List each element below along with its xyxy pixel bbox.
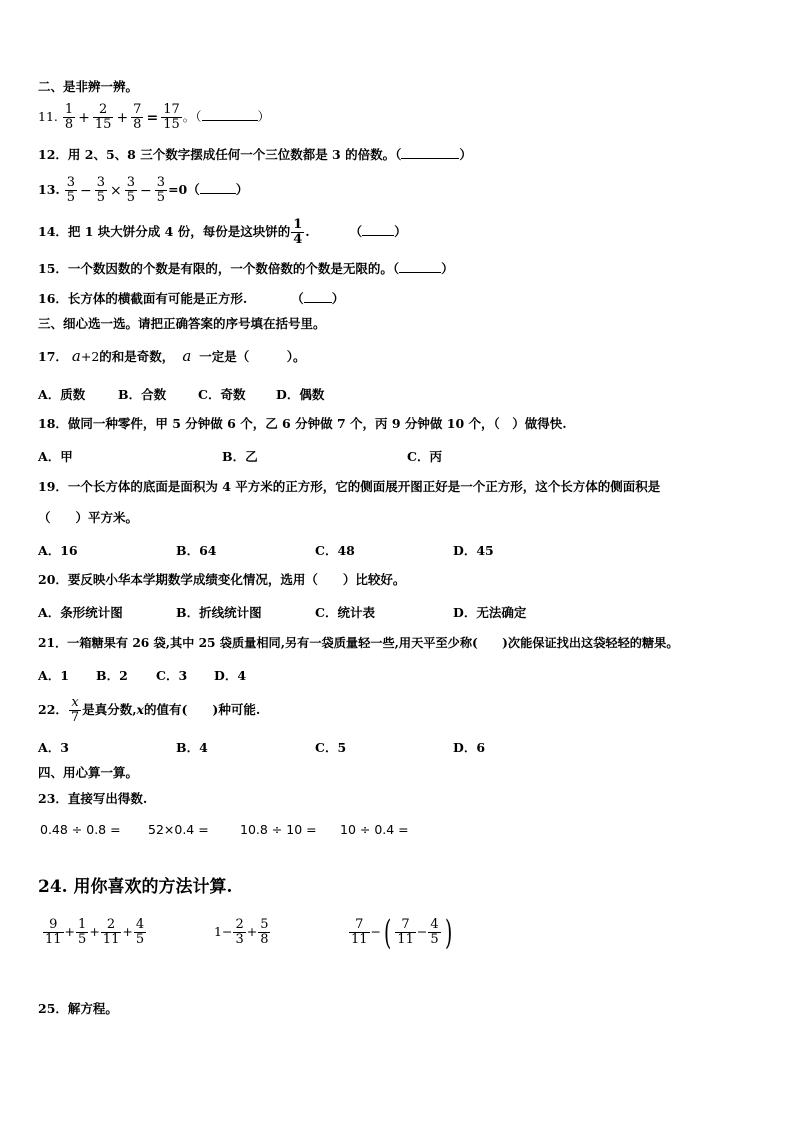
fraction: $\frac{7}{8}$: [133, 102, 142, 132]
fraction: $\frac{1}{4}$: [293, 217, 303, 247]
fraction: $\frac{3}{5}$: [156, 175, 166, 205]
answer-blank[interactable]: [202, 108, 258, 121]
question-16: 16．长方体的横截面有可能是正方形. （ ）: [38, 291, 345, 306]
question-25: 25．解方程。: [38, 1001, 118, 1016]
option-c[interactable]: C．统计表: [315, 605, 375, 620]
option-a[interactable]: A．条形统计图: [38, 605, 123, 620]
question-17: 17． a+2的和是奇数， a 一定是（ ）。: [38, 347, 306, 365]
fraction: $\frac{2}{3}$: [235, 917, 244, 947]
answer-blank[interactable]: [304, 290, 332, 303]
calc-item: 10 ÷ 0.4 =: [340, 822, 409, 837]
option-c[interactable]: C．5: [315, 740, 347, 755]
fraction: $\frac{2}{15}$: [94, 102, 112, 132]
question-13: 13. $\frac{3}{5}$ − $\frac{3}{5}$ × $\frac{3}{5}$ − $\frac{3}{5}$ =0（ ）: [38, 175, 249, 205]
fraction: $\frac{4}{5}$: [430, 917, 439, 947]
section-2-title: 二、是非辨一辨。: [38, 79, 139, 94]
calc-item: 0.48 ÷ 0.8 =: [40, 822, 121, 837]
option-d[interactable]: D．偶数: [276, 387, 325, 402]
option-c[interactable]: C．奇数: [198, 387, 246, 402]
question-11: 11. $\frac{1}{8}$ + $\frac{2}{15}$ + $\frac{7}{8}$ = $\frac{17}{15}$ 。（ ）: [38, 102, 271, 132]
fraction: $\frac{9}{11}$: [45, 917, 62, 947]
answer-blank[interactable]: [362, 223, 394, 236]
fraction: $\frac{1}{8}$: [64, 102, 74, 132]
question-24-title: 24. 用你喜欢的方法计算.: [38, 877, 233, 897]
question-23: 23．直接写出得数.: [38, 791, 148, 806]
fraction: $\frac{1}{5}$: [78, 917, 87, 947]
section-3-title: 三、细心选一选。请把正确答案的序号填在括号里。: [38, 316, 326, 331]
option-b[interactable]: B．4: [176, 740, 208, 755]
fraction: $\frac{3}{5}$: [126, 175, 136, 205]
answer-blank[interactable]: [399, 260, 441, 273]
fraction: $\frac{4}{5}$: [135, 917, 145, 947]
option-d[interactable]: D．45: [453, 543, 494, 558]
question-14: 14．把 1 块大饼分成 4 份，每份是这块饼的 $\frac{1}{4}$ . （ ）: [38, 217, 407, 247]
fraction: $\frac{7}{11}$: [397, 917, 414, 947]
question-18: 18．做同一种零件，甲 5 分钟做 6 个，乙 6 分钟做 7 个，丙 9 分钟做 10 个，（ ）做得快.: [38, 416, 567, 431]
option-c[interactable]: C．48: [315, 543, 355, 558]
question-21: 21．一箱糖果有 26 袋,其中 25 袋质量相同,另有一袋质量轻一些,用天平至少称( )次能保证找出这袋轻轻的糖果。: [38, 636, 679, 650]
question-22: 22． $\frac{x}{7}$ 是真分数,x的值有( )种可能.: [38, 695, 261, 725]
fraction: $\frac{17}{15}$: [163, 102, 180, 132]
answer-blank[interactable]: [200, 181, 236, 194]
expression-1: $\frac{9}{11}$ + $\frac{1}{5}$ + $\frac{2}{11}$ + $\frac{4}{5}$: [45, 917, 145, 947]
answer-blank[interactable]: [401, 146, 459, 159]
question-12: 12．用 2、5、8 三个数字摆成任何一个三位数都是 3 的倍数。（ ）: [38, 147, 472, 162]
option-c[interactable]: C．3: [156, 668, 188, 683]
question-15: 15．一个数因数的个数是有限的，一个数倍数的个数是无限的。（ ）: [38, 261, 454, 276]
fraction: $\frac{3}{5}$: [96, 175, 106, 205]
option-a[interactable]: A．1: [38, 668, 69, 683]
question-20: 20．要反映小华本学期数学成绩变化情况，选用（ ）比较好。: [38, 572, 406, 587]
option-b[interactable]: B．乙: [222, 449, 258, 464]
option-d[interactable]: D．6: [453, 740, 486, 755]
option-b[interactable]: B．64: [176, 543, 217, 558]
question-19-line1: 19．一个长方体的底面是面积为 4 平方米的正方形，它的侧面展开图正好是一个正方形，这个长方体的侧面积是: [38, 479, 661, 494]
option-d[interactable]: D．无法确定: [453, 605, 527, 620]
question-19-line2: （ ）平方米。: [38, 510, 139, 525]
fraction: $\frac{5}{8}$: [260, 917, 269, 947]
option-a[interactable]: A．质数: [38, 387, 86, 402]
section-4-title: 四、用心算一算。: [38, 765, 139, 780]
expression-3: $\frac{7}{11}$ −( $\frac{7}{11}$ − $\frac{4}{5}$ ): [351, 912, 452, 953]
fraction: $\frac{3}{5}$: [66, 175, 76, 205]
fraction: $\frac{2}{11}$: [102, 917, 120, 947]
option-b[interactable]: B．折线统计图: [176, 605, 262, 620]
option-c[interactable]: C．丙: [407, 449, 442, 464]
fraction: $\frac{x}{7}$: [70, 695, 80, 725]
option-b[interactable]: B．2: [96, 668, 128, 683]
option-a[interactable]: A．16: [38, 543, 78, 558]
option-a[interactable]: A．3: [38, 740, 69, 755]
calc-item: 52×0.4 =: [148, 822, 209, 837]
option-a[interactable]: A．甲: [38, 449, 73, 464]
calc-item: 10.8 ÷ 10 =: [240, 822, 317, 837]
expression-2: 1− $\frac{2}{3}$ + $\frac{5}{8}$: [214, 917, 269, 947]
option-d[interactable]: D．4: [214, 668, 247, 683]
option-b[interactable]: B．合数: [118, 387, 167, 402]
fraction: $\frac{7}{11}$: [351, 917, 368, 947]
